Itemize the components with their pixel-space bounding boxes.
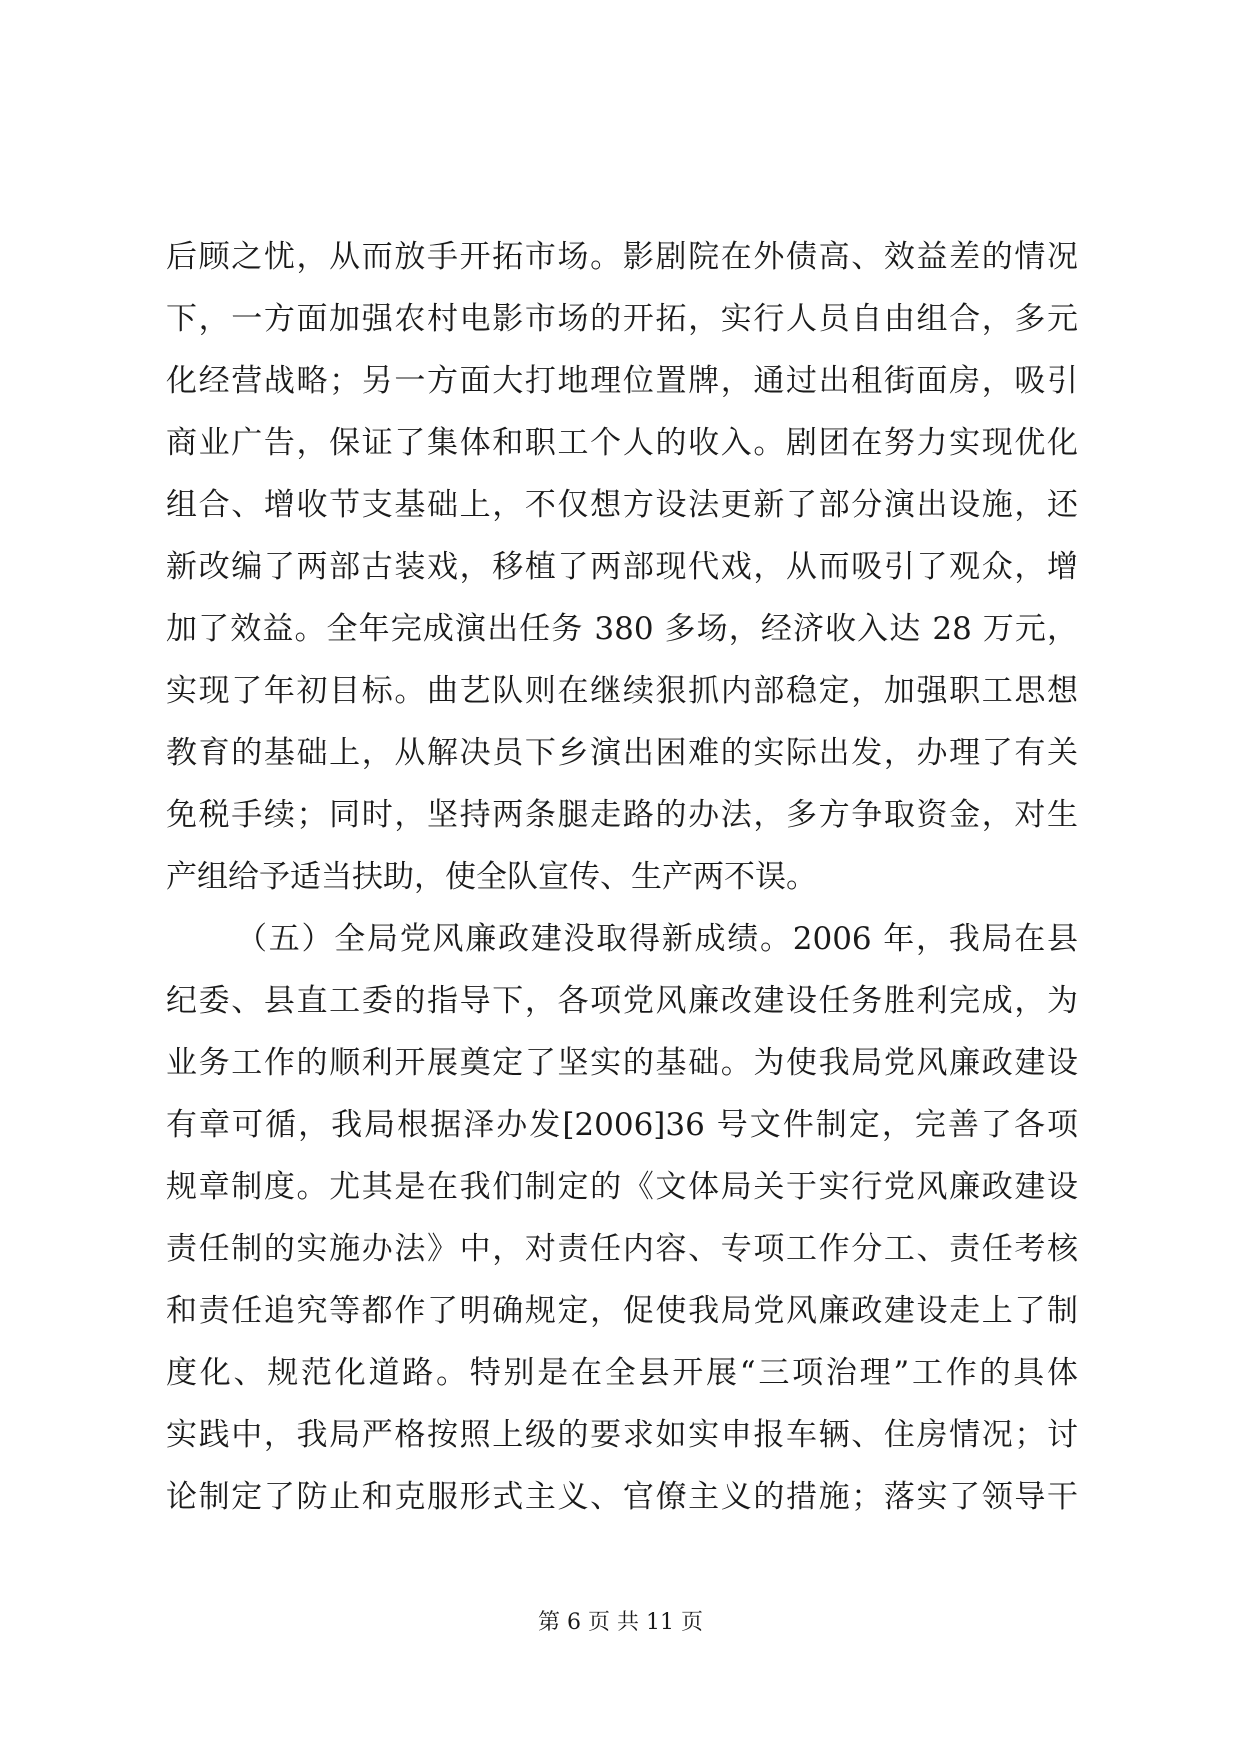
body-line: 组合、增收节支基础上，不仅想方设法更新了部分演出设施，还 bbox=[166, 487, 1078, 523]
body-line: 责任制的实施办法》中，对责任内容、专项工作分工、责任考核 bbox=[166, 1231, 1078, 1267]
body-line: 实现了年初目标。曲艺队则在继续狠抓内部稳定，加强职工思想 bbox=[166, 673, 1078, 709]
body-line: 实践中，我局严格按照上级的要求如实申报车辆、住房情况；讨 bbox=[166, 1417, 1078, 1453]
body-text bbox=[166, 226, 1078, 1528]
body-line: 纪委、县直工委的指导下，各项党风廉改建设任务胜利完成，为 bbox=[166, 983, 1078, 1019]
body-line: 规章制度。尤其是在我们制定的《文体局关于实行党风廉政建设 bbox=[166, 1169, 1078, 1205]
body-line: 后顾之忧，从而放手开拓市场。影剧院在外债高、效益差的情况 bbox=[166, 239, 1078, 275]
body-line: 有章可循，我局根据泽办发[2006]36 号文件制定，完善了各项 bbox=[166, 1107, 1078, 1143]
body-line: 度化、规范化道路。特别是在全县开展“三项治理”工作的具体 bbox=[166, 1355, 1078, 1391]
body-line: 免税手续；同时，坚持两条腿走路的办法，多方争取资金，对生 bbox=[166, 797, 1078, 833]
body-line: 产组给予适当扶助，使全队宣传、生产两不误。 bbox=[166, 859, 817, 895]
body-line: （五）全局党风廉政建没取得新成绩。2006 年，我局在县 bbox=[236, 921, 1078, 957]
body-line: 商业广告，保证了集体和职工个人的收入。剧团在努力实现优化 bbox=[166, 425, 1078, 461]
body-line: 新改编了两部古装戏，移植了两部现代戏，从而吸引了观众，增 bbox=[166, 549, 1078, 585]
body-line: 下，一方面加强农村电影市场的开拓，实行人员自由组合，多元 bbox=[166, 301, 1078, 337]
body-line: 和责任追究等都作了明确规定，促使我局党风廉政建设走上了制 bbox=[166, 1293, 1078, 1329]
body-line: 化经营战略；另一方面大打地理位置牌，通过出租街面房，吸引 bbox=[166, 363, 1078, 399]
body-line: 教育的基础上，从解决员下乡演出困难的实际出发，办理了有关 bbox=[166, 735, 1078, 771]
page-number: 第 6 页 共 11 页 bbox=[538, 1610, 703, 1635]
body-line: 加了效益。全年完成演出任务 380 多场，经济收入达 28 万元， bbox=[166, 611, 1078, 647]
body-line: 论制定了防止和克服形式主义、官僚主义的措施；落实了领导干 bbox=[166, 1479, 1078, 1515]
body-line: 业务工作的顺利开展奠定了坚实的基础。为使我局党风廉政建设 bbox=[166, 1045, 1078, 1081]
